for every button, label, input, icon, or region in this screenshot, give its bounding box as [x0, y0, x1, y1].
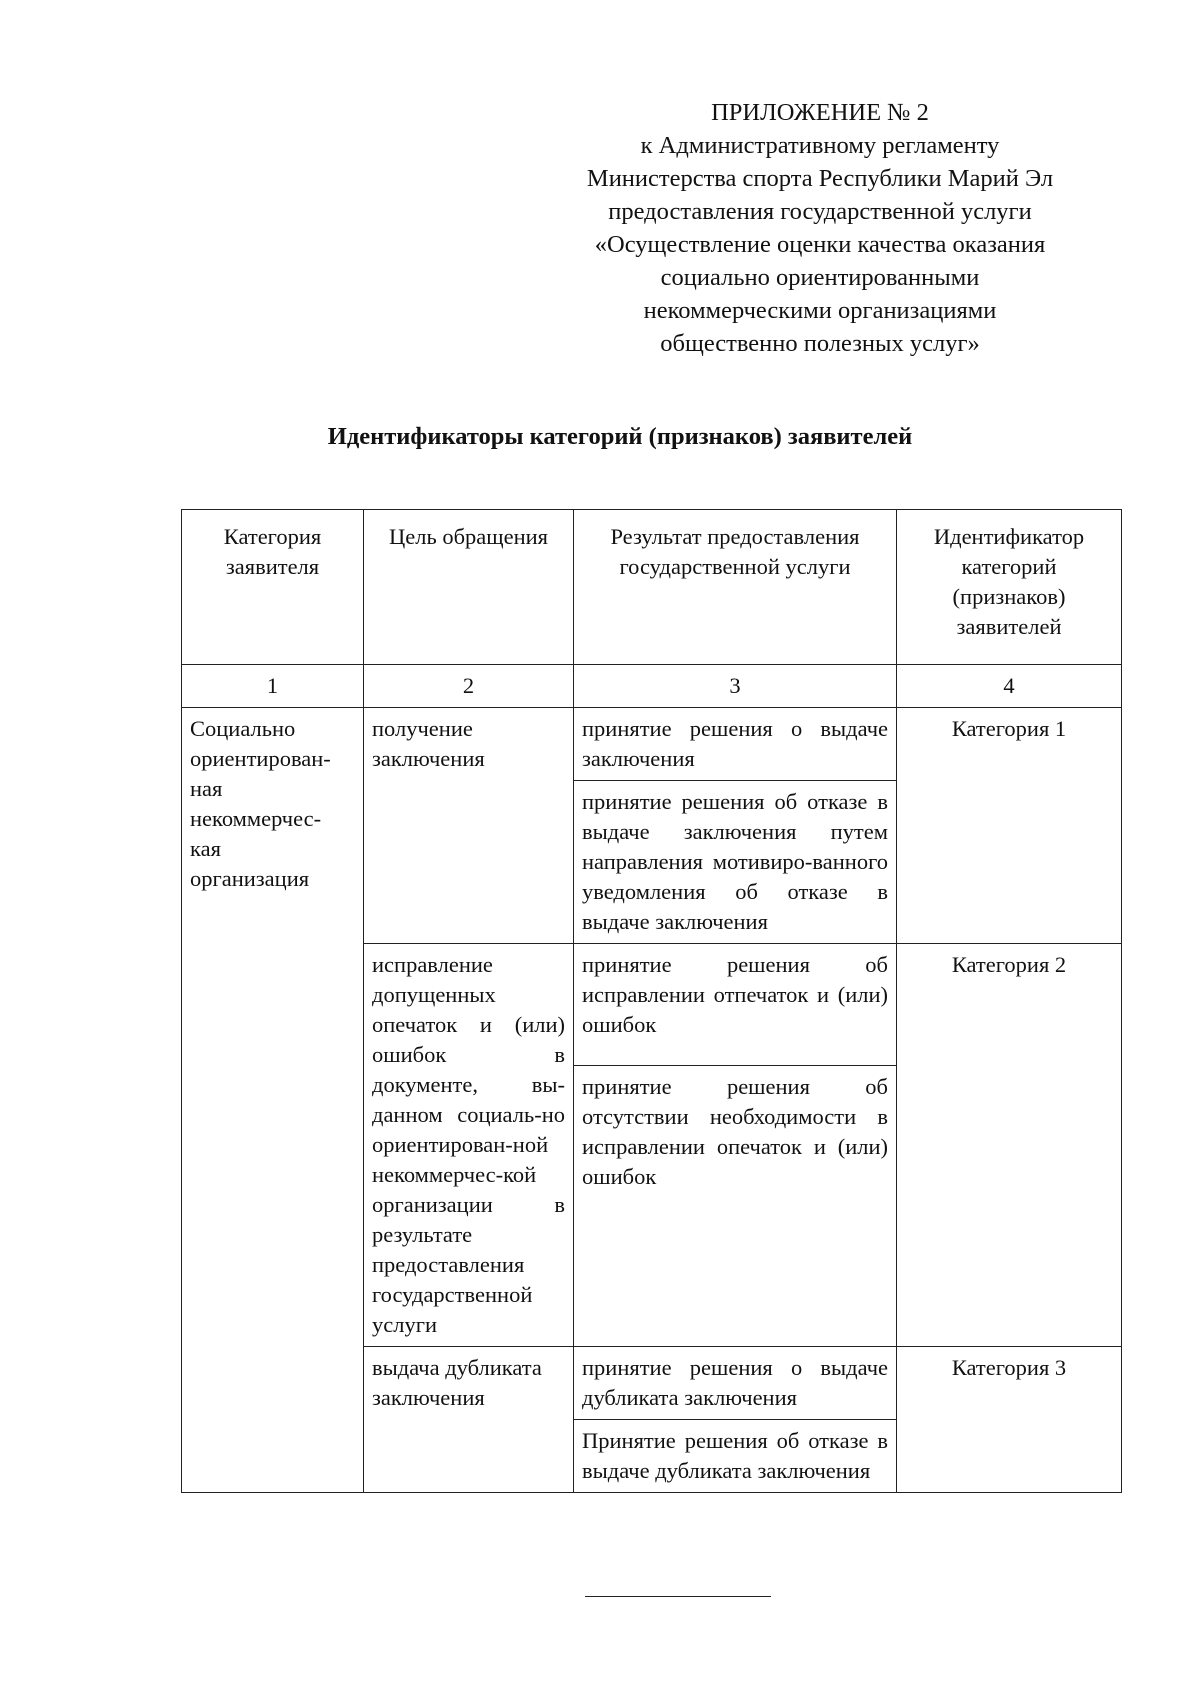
- header-applicant-category: Категория заявителя: [182, 510, 364, 665]
- purpose-cell: выдача дубликата заключения: [364, 1347, 574, 1493]
- table-header-row: [182, 510, 1122, 665]
- applicant-category-cell: Социально ориентирован- ная некоммерчес- кая организация: [182, 708, 364, 1493]
- identifier-cell: Категория 3: [897, 1347, 1122, 1493]
- appendix-line: социально ориентированными: [660, 264, 980, 291]
- identifiers-table: [181, 509, 1122, 1493]
- column-number: 4: [897, 665, 1122, 708]
- appendix-line: общественно полезных услуг»: [660, 330, 980, 357]
- appendix-line: некоммерческими организациями: [643, 297, 997, 324]
- appendix-header: [540, 96, 1100, 360]
- result-cell: принятие решения об исправлении отпечаток и (или) ошибок: [574, 944, 897, 1066]
- appendix-line: ПРИЛОЖЕНИЕ № 2: [711, 99, 929, 126]
- identifier-cell: Категория 2: [897, 944, 1122, 1347]
- purpose-cell: получение заключения: [364, 708, 574, 944]
- header-purpose: Цель обращения: [364, 510, 574, 665]
- document-title: Идентификаторы категорий (признаков) заявителей: [327, 423, 913, 450]
- table-row: [182, 708, 1122, 781]
- appendix-line: «Осуществление оценки качества оказания: [594, 231, 1046, 258]
- column-number: 3: [574, 665, 897, 708]
- result-cell: принятие решения об отсутствии необходимости в исправлении опечаток и (или) ошибок: [574, 1066, 897, 1347]
- header-result: Результат предоставления государственной услуги: [574, 510, 897, 665]
- column-number: 1: [182, 665, 364, 708]
- header-identifier: Идентификатор категорий (признаков) заявителей: [897, 510, 1122, 665]
- result-cell: принятие решения о выдаче заключения: [574, 708, 897, 781]
- result-cell: принятие решения о выдаче дубликата заключения: [574, 1347, 897, 1420]
- appendix-line: Министерства спорта Республики Марий Эл: [586, 165, 1054, 192]
- purpose-cell: исправление допущенных опечаток и (или) ошибок в документе, вы-данном социаль-но ориентирован-ной некоммерчес-кой организации в результате предоставления государственной услуги: [364, 944, 574, 1347]
- result-cell: Принятие решения об отказе в выдаче дубликата заключения: [574, 1420, 897, 1493]
- appendix-line: к Административному регламенту: [640, 132, 1000, 159]
- identifier-cell: Категория 1: [897, 708, 1122, 944]
- result-cell: принятие решения об отказе в выдаче заключения путем направления мотивиро-ванного уведомления об отказе в выдаче заключения: [574, 781, 897, 944]
- appendix-line: предоставления государственной услуги: [608, 198, 1032, 225]
- column-number: 2: [364, 665, 574, 708]
- footer-divider: [585, 1596, 771, 1597]
- table-number-row: [182, 665, 1122, 708]
